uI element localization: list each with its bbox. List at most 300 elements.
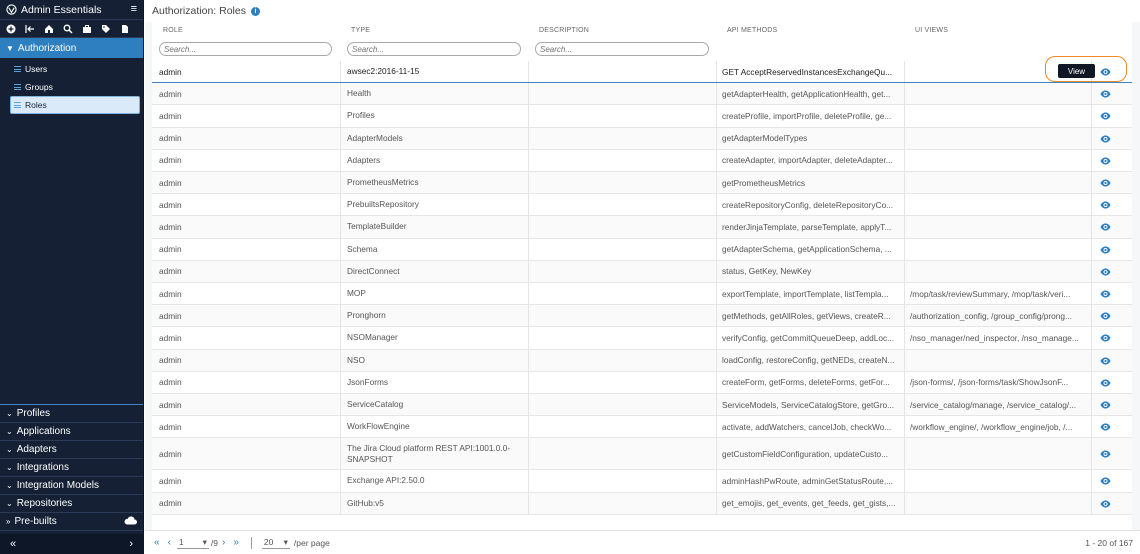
sidebar-section-prebuilts[interactable] (0, 513, 143, 531)
cell-ui: /authorization_config, /group_config/prong... (910, 310, 1072, 321)
page-number: 1 (178, 537, 184, 547)
column-divider (528, 438, 529, 469)
view-eye-icon[interactable] (1100, 290, 1111, 298)
import-icon[interactable] (25, 24, 35, 34)
column-divider (716, 105, 717, 126)
table-row[interactable] (152, 194, 1132, 216)
column-divider (716, 194, 717, 215)
sidebar-section-adapters[interactable] (0, 441, 143, 459)
cell-type: DirectConnect (347, 265, 400, 276)
cell-description (535, 438, 713, 469)
column-divider (716, 216, 717, 237)
sidebar-section-label: Repositories (16, 498, 73, 509)
column-divider (904, 172, 905, 193)
column-divider (904, 216, 905, 237)
column-divider (528, 416, 529, 437)
table-row[interactable] (152, 261, 1132, 283)
column-divider (1091, 216, 1092, 237)
column-divider (904, 261, 905, 282)
column-divider (904, 372, 905, 393)
cell-type: Pronghorn (347, 310, 386, 321)
column-divider (340, 150, 341, 171)
cell-api: getMethods, getAllRoles, getViews, createR... (722, 310, 891, 321)
cell-description (535, 305, 713, 326)
cell-description (535, 350, 713, 371)
sidebar-item-label: Roles (25, 100, 47, 110)
view-eye-icon[interactable] (1100, 334, 1111, 342)
cell-description (535, 283, 713, 304)
column-divider (904, 150, 905, 171)
list-icon (14, 84, 21, 90)
table-row[interactable] (152, 470, 1132, 492)
column-divider (528, 172, 529, 193)
table-row[interactable] (152, 61, 1132, 83)
table-row[interactable] (152, 372, 1132, 394)
cell-api: getPrometheusMetrics (722, 177, 806, 188)
first-page-icon[interactable]: « (154, 537, 160, 548)
view-eye-icon[interactable] (1100, 450, 1111, 458)
cell-type: GitHub:v5 (347, 497, 384, 508)
view-eye-icon[interactable] (1100, 157, 1111, 165)
column-header-role[interactable]: ROLE (163, 27, 183, 34)
column-divider (340, 372, 341, 393)
chevron-down-icon: ⌄ (6, 463, 13, 472)
column-divider (716, 470, 717, 491)
cell-role: admin (159, 221, 182, 232)
column-divider (904, 305, 905, 326)
cell-role: admin (159, 266, 182, 277)
per-page-label: /per page (293, 537, 330, 548)
menu-icon[interactable]: ≡ (130, 3, 137, 15)
view-eye-icon[interactable] (1100, 268, 1111, 276)
info-icon[interactable]: i (251, 7, 260, 16)
column-divider (340, 83, 341, 104)
table-row[interactable] (152, 350, 1132, 372)
column-divider (1091, 283, 1092, 304)
column-divider (340, 327, 341, 348)
cell-api: createProfile, importProfile, deleteProfile, ge... (722, 110, 892, 121)
sidebar-sections (0, 404, 143, 531)
sidebar-item-groups[interactable] (10, 78, 140, 96)
cell-type: MOP (347, 288, 366, 299)
cell-description (535, 83, 713, 104)
prev-page-icon[interactable]: ‹ (167, 537, 171, 548)
column-divider (528, 493, 529, 514)
cell-description (535, 128, 713, 149)
cell-type: PrometheusMetrics (347, 177, 419, 188)
sidebar-section-integrations[interactable] (0, 459, 143, 477)
column-divider (528, 105, 529, 126)
column-divider (904, 239, 905, 260)
column-divider (528, 61, 529, 82)
expand-icon[interactable]: › (129, 538, 133, 550)
table-row[interactable] (152, 172, 1132, 194)
search-icon[interactable] (63, 24, 73, 34)
cell-ui (910, 105, 1088, 126)
roles-table (152, 22, 1132, 530)
cell-description (535, 239, 713, 260)
chevron-down-icon: ⌄ (6, 481, 13, 490)
view-eye-icon[interactable] (1100, 379, 1111, 387)
column-divider (1091, 416, 1092, 437)
cell-api: getAdapterHealth, getApplicationHealth, get... (722, 88, 891, 99)
chevron-down-icon: ▾ (202, 536, 207, 547)
sidebar-section-label: Adapters (16, 444, 57, 455)
role-search-input[interactable] (159, 42, 332, 56)
cell-role: admin (159, 155, 182, 166)
page-header (145, 0, 1140, 22)
cell-ui (910, 239, 1088, 260)
home-icon[interactable] (44, 24, 54, 34)
sidebar-item-label: Groups (25, 82, 53, 92)
column-divider (528, 470, 529, 491)
cell-description (535, 416, 713, 437)
chevron-down-icon: ⌄ (6, 409, 13, 418)
cell-role: admin (159, 475, 182, 486)
cell-role: admin (159, 310, 182, 321)
column-divider (528, 128, 529, 149)
column-divider (340, 305, 341, 326)
column-divider (1091, 438, 1092, 469)
column-divider (528, 305, 529, 326)
column-divider (904, 105, 905, 126)
chevron-down-icon: ⌄ (6, 499, 13, 508)
cell-role: admin (159, 66, 182, 77)
table-row[interactable] (152, 394, 1132, 416)
cell-ui (910, 172, 1088, 193)
cell-ui: /workflow_engine/, /workflow_engine/job, /... (910, 421, 1073, 432)
cell-description (535, 327, 713, 348)
column-divider (528, 350, 529, 371)
cell-role: admin (159, 177, 182, 188)
table-row[interactable] (152, 305, 1132, 327)
column-divider (904, 128, 905, 149)
sidebar-section-label: Applications (16, 426, 71, 437)
column-divider (716, 150, 717, 171)
column-divider (528, 150, 529, 171)
cell-ui (910, 350, 1088, 371)
column-divider (340, 128, 341, 149)
table-row[interactable] (152, 416, 1132, 438)
sidebar-subitems (0, 58, 143, 114)
column-divider (1091, 470, 1092, 491)
table-row[interactable] (152, 105, 1132, 127)
table-row[interactable] (152, 493, 1132, 515)
cell-ui: /service_catalog/manage, /service_catalog/... (910, 399, 1077, 410)
sidebar (0, 0, 144, 554)
last-page-icon[interactable]: » (233, 537, 239, 548)
column-divider (904, 350, 905, 371)
cell-api: verifyConfig, getCommitQueueDeep, addLoc... (722, 332, 895, 343)
column-header-api-methods[interactable]: API METHODS (727, 27, 778, 34)
table-row[interactable] (152, 438, 1132, 470)
column-divider (1091, 350, 1092, 371)
cell-description (535, 372, 713, 393)
page-select[interactable] (177, 537, 209, 549)
per-page-select[interactable] (262, 537, 290, 549)
column-divider (340, 261, 341, 282)
cell-description (535, 61, 713, 82)
cell-description (535, 394, 713, 415)
record-count: 1 - 20 of 167 (1085, 537, 1133, 548)
cell-api: exportTemplate, importTemplate, listTempla... (722, 288, 889, 299)
column-divider (904, 83, 905, 104)
cell-role: admin (159, 288, 182, 299)
column-divider (340, 239, 341, 260)
list-icon (14, 66, 21, 72)
column-divider (716, 438, 717, 469)
sidebar-toolbar (0, 20, 143, 38)
cell-ui (910, 194, 1088, 215)
column-divider (340, 470, 341, 491)
sidebar-section-label: Authorization (17, 42, 77, 54)
column-divider (528, 216, 529, 237)
column-divider (340, 283, 341, 304)
cell-ui (910, 150, 1088, 171)
cell-type: NSO (347, 354, 365, 365)
column-divider (340, 216, 341, 237)
cell-api: createRepositoryConfig, deleteRepositoryCo... (722, 199, 894, 210)
view-eye-icon[interactable] (1100, 90, 1111, 98)
table-row[interactable] (152, 283, 1132, 305)
cell-type: AdapterModels (347, 132, 403, 143)
sidebar-section-label: Pre-builts (14, 516, 57, 527)
sidebar-header (0, 0, 143, 20)
view-eye-icon[interactable] (1100, 423, 1111, 431)
cell-type: The Jira Cloud platform REST API:1001.0.0-SNAPSHOT (347, 442, 511, 464)
sidebar-section-authorization[interactable] (0, 38, 143, 58)
column-divider (340, 194, 341, 215)
cell-role: admin (159, 399, 182, 410)
sidebar-section-label: Profiles (16, 408, 51, 419)
cell-role: admin (159, 355, 182, 366)
collapse-sidebar-icon[interactable]: « (10, 538, 17, 550)
column-divider (1091, 105, 1092, 126)
column-divider (716, 327, 717, 348)
column-divider (528, 83, 529, 104)
column-divider (340, 172, 341, 193)
column-divider (340, 493, 341, 514)
table-row[interactable] (152, 83, 1132, 105)
column-divider (1091, 128, 1092, 149)
column-divider (904, 438, 905, 469)
cell-role: admin (159, 421, 182, 432)
app-title: Admin Essentials (21, 3, 102, 16)
cell-api: adminHashPwRoute, adminGetStatusRoute,... (722, 475, 894, 486)
total-pages: /9 (210, 537, 218, 548)
cell-api: status, GetKey, NewKey (722, 266, 812, 277)
column-divider (716, 83, 717, 104)
page-title: Authorization: Roles (152, 5, 246, 17)
column-divider (716, 128, 717, 149)
sidebar-section-label: Integration Models (16, 480, 99, 491)
column-divider (1091, 194, 1092, 215)
column-divider (1091, 172, 1092, 193)
pagination (145, 530, 1140, 554)
column-divider (340, 61, 341, 82)
column-divider (340, 350, 341, 371)
type-search-input[interactable] (347, 42, 521, 56)
cell-role: admin (159, 332, 182, 343)
description-search-input[interactable] (535, 42, 709, 56)
tag-icon[interactable] (101, 24, 111, 34)
column-header-ui-views[interactable]: UI VIEWS (915, 27, 949, 34)
sidebar-section-applications[interactable] (0, 423, 143, 441)
column-divider (716, 394, 717, 415)
chevron-down-icon: ▼ (6, 43, 14, 53)
cell-type: NSOManager (347, 332, 398, 343)
cell-type: Health (347, 88, 371, 99)
cell-role: admin (159, 498, 182, 509)
column-header-type[interactable]: TYPE (351, 27, 371, 34)
column-divider (716, 305, 717, 326)
view-eye-icon[interactable] (1100, 477, 1111, 485)
column-divider (904, 327, 905, 348)
view-eye-icon[interactable] (1100, 401, 1111, 409)
main-content (145, 0, 1140, 554)
chevron-down-icon: ⌄ (6, 427, 13, 436)
view-eye-icon[interactable] (1100, 500, 1111, 508)
sidebar-item-label: Users (25, 64, 48, 74)
cell-ui: /json-forms/, /json-forms/task/ShowJsonF... (910, 377, 1069, 388)
cell-role: admin (159, 88, 182, 99)
column-divider (904, 283, 905, 304)
cell-description (535, 261, 713, 282)
sidebar-item-roles[interactable] (10, 96, 140, 114)
column-divider (716, 493, 717, 514)
table-row[interactable] (152, 150, 1132, 172)
sidebar-section-label: Integrations (16, 462, 69, 473)
column-divider (716, 416, 717, 437)
cell-api: getAdapterModelTypes (722, 133, 808, 144)
app-logo-icon (6, 4, 17, 15)
column-divider (528, 239, 529, 260)
cell-ui (910, 470, 1088, 491)
cell-type: Schema (347, 243, 378, 254)
sidebar-section-profiles[interactable] (0, 405, 143, 423)
column-divider (1091, 83, 1092, 104)
view-eye-icon[interactable] (1100, 135, 1111, 143)
column-divider (1091, 493, 1092, 514)
cell-role: admin (159, 199, 182, 210)
column-divider (716, 261, 717, 282)
view-button[interactable]: View (1058, 64, 1095, 78)
cell-type: WorkFlowEngine (347, 421, 410, 432)
cell-ui (910, 83, 1088, 104)
column-divider (716, 350, 717, 371)
cell-type: PrebuiltsRepository (347, 199, 419, 210)
cell-role: admin (159, 110, 182, 121)
column-divider (904, 470, 905, 491)
column-divider (904, 194, 905, 215)
cell-type: TemplateBuilder (347, 221, 407, 232)
cell-description (535, 150, 713, 171)
view-eye-icon[interactable] (1100, 179, 1111, 187)
sidebar-item-users[interactable] (10, 60, 140, 78)
cell-api: activate, addWatchers, cancelJob, checkWo... (722, 421, 892, 432)
cell-api: createForm, getForms, deleteForms, getFor... (722, 377, 890, 388)
cell-description (535, 493, 713, 514)
cell-role: admin (159, 133, 182, 144)
cell-type: Adapters (347, 154, 381, 165)
sidebar-section-repositories[interactable] (0, 495, 143, 513)
column-divider (528, 372, 529, 393)
column-divider (1091, 239, 1092, 260)
sidebar-footer (0, 534, 143, 554)
view-eye-icon[interactable] (1100, 223, 1111, 231)
column-divider (340, 105, 341, 126)
view-eye-icon[interactable] (1100, 312, 1111, 320)
column-divider (1091, 150, 1092, 171)
cell-type: awsec2:2016-11-15 (347, 66, 420, 77)
add-icon[interactable] (6, 24, 16, 34)
sidebar-section-integration-models[interactable] (0, 477, 143, 495)
next-page-icon[interactable]: › (222, 537, 226, 548)
column-divider (904, 493, 905, 514)
column-divider (904, 394, 905, 415)
cell-description (535, 216, 713, 237)
column-divider (340, 438, 341, 469)
column-divider (1091, 305, 1092, 326)
view-eye-icon[interactable] (1100, 357, 1111, 365)
table-row[interactable] (152, 128, 1132, 150)
column-divider (1091, 394, 1092, 415)
chevron-down-icon: ⌄ (6, 445, 13, 454)
column-divider (904, 61, 905, 82)
cell-api: renderJinjaTemplate, parseTemplate, applyT... (722, 221, 892, 232)
cell-api: get_emojis, get_events, get_feeds, get_gists,... (722, 498, 896, 509)
column-divider (716, 172, 717, 193)
column-divider (528, 327, 529, 348)
view-eye-icon[interactable] (1100, 201, 1111, 209)
view-highlight (1045, 56, 1127, 82)
table-row[interactable] (152, 216, 1132, 238)
double-chevron-down-icon: » (6, 517, 11, 526)
briefcase-icon[interactable] (82, 24, 92, 34)
cell-ui (910, 261, 1088, 282)
view-eye-icon[interactable] (1100, 246, 1111, 254)
column-header-description[interactable]: DESCRIPTION (539, 27, 590, 34)
table-row[interactable] (152, 327, 1132, 349)
cell-type: JsonForms (347, 376, 389, 387)
divider (251, 537, 252, 549)
cell-ui: /mop/task/reviewSummary, /mop/task/veri... (910, 288, 1071, 299)
cell-ui (910, 493, 1088, 514)
column-divider (716, 61, 717, 82)
column-divider (1091, 372, 1092, 393)
cell-description (535, 105, 713, 126)
column-divider (716, 239, 717, 260)
cell-role: admin (159, 377, 182, 388)
column-divider (528, 394, 529, 415)
cell-description (535, 194, 713, 215)
column-divider (528, 194, 529, 215)
column-divider (904, 416, 905, 437)
cell-description (535, 172, 713, 193)
view-eye-icon[interactable] (1100, 112, 1111, 120)
table-row[interactable] (152, 239, 1132, 261)
document-icon[interactable] (120, 24, 130, 34)
column-divider (340, 416, 341, 437)
cell-role: admin (159, 244, 182, 255)
cell-api: createAdapter, importAdapter, deleteAdapter... (722, 155, 893, 166)
column-divider (1091, 327, 1092, 348)
chevron-down-icon: ▾ (283, 536, 288, 547)
cell-type: ServiceCatalog (347, 399, 404, 410)
cell-api: GET AcceptReservedInstancesExchangeQu... (722, 66, 893, 77)
column-divider (340, 394, 341, 415)
cell-role: admin (159, 448, 182, 459)
